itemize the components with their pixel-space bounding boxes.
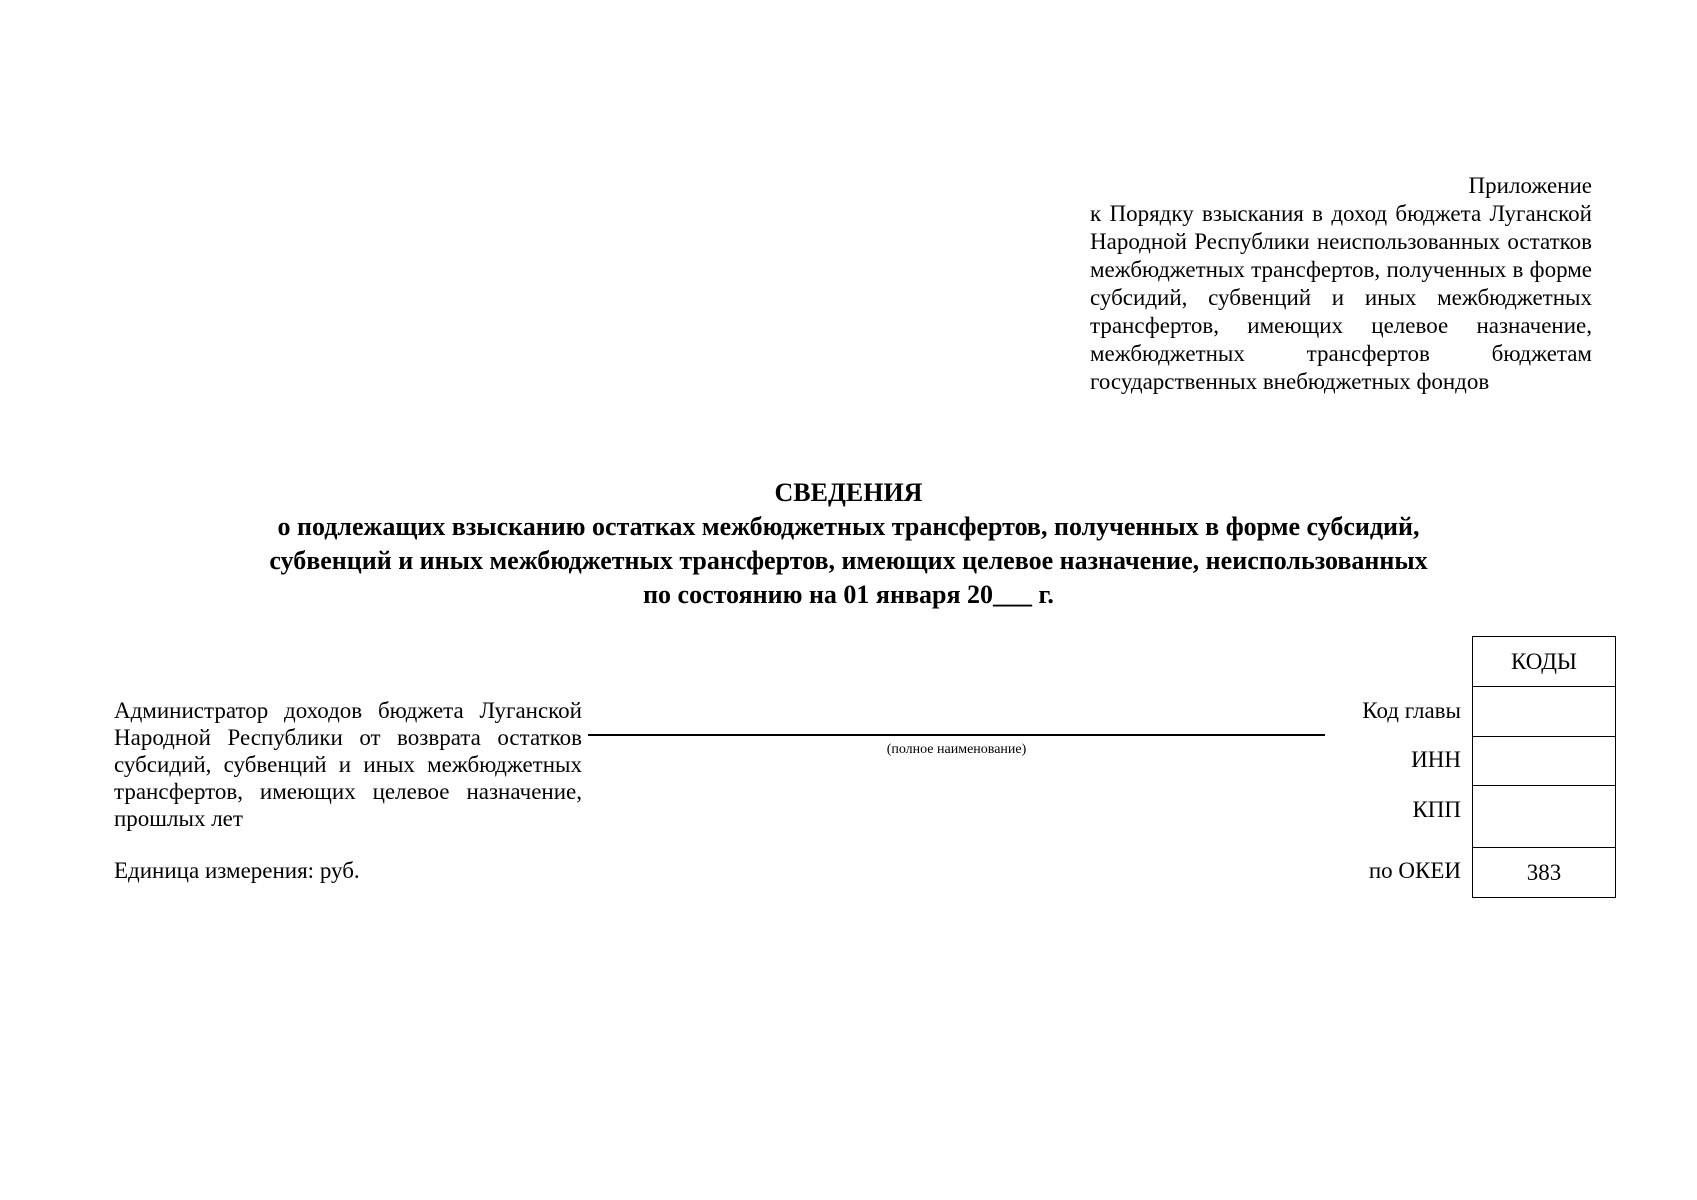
chapter-code-cell[interactable] (1473, 686, 1615, 736)
administrator-label: Администратор доходов бюджета Луганской Народной Республики от возврата остатков субсидий, субвенций и иных межбюджетных трансфертов, имеющих целевое назначение, прошлых лет (114, 698, 582, 831)
kpp-label: КПП (1412, 797, 1461, 822)
heading-subtitle-line-2: субвенций и иных межбюджетных трансфертов, имеющих целевое назначение, неиспользованных (269, 546, 1428, 575)
kpp-cell[interactable] (1473, 785, 1615, 847)
administrator-name-field[interactable] (588, 734, 1325, 736)
inn-cell[interactable] (1473, 736, 1615, 785)
okei-cell: 383 (1473, 847, 1615, 897)
heading-title: СВЕДЕНИЯ (774, 478, 923, 507)
chapter-code-label: Код главы (1362, 698, 1461, 723)
okei-label: по ОКЕИ (1368, 858, 1461, 883)
appendix-block (1090, 172, 1592, 396)
heading-date-line: по состоянию на 01 января 20___ г. (643, 580, 1054, 609)
codes-header: КОДЫ (1511, 648, 1577, 674)
administrator-name-caption: (полное наименование) (886, 742, 1027, 757)
inn-label: ИНН (1411, 747, 1461, 772)
document-heading (0, 476, 1697, 612)
unit-of-measure-label: Единица измерения: руб. (114, 858, 360, 883)
appendix-title: Приложение (1468, 173, 1592, 198)
appendix-body: к Порядку взыскания в доход бюджета Луганской Народной Республики неиспользованных остатков межбюджетных трансфертов, полученных в форме субсидий, субвенций и иных межбюджетных трансфертов, имеющих целевое назначение, межбюджетных трансфертов бюджетам государственных внебюджетных фондов (1090, 201, 1592, 394)
codes-table (1472, 636, 1616, 898)
heading-subtitle-line-1: о подлежащих взысканию остатках межбюджетных трансфертов, полученных в форме субсидий, (277, 512, 1420, 541)
